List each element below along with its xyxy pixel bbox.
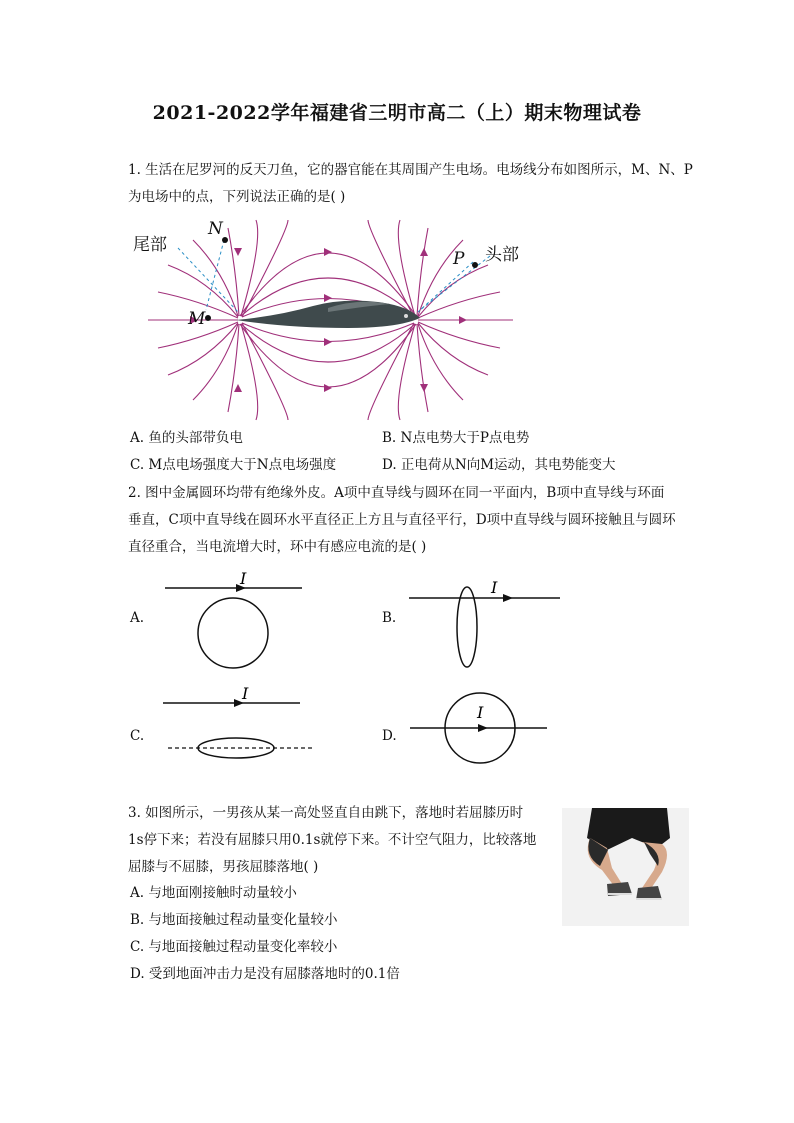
current-label-a: I	[240, 569, 247, 588]
point-p	[472, 262, 478, 268]
q2-label-d: D.	[382, 728, 397, 744]
q2-stem-line-3: 直径重合，当电流增大时，环中有感应电流的是( )	[128, 539, 427, 555]
point-n	[222, 237, 228, 243]
q2-stem-line-1: 2. 图中金属圆环均带有绝缘外皮。A项中直导线与圆环在同一平面内，B项中直导线与环面	[128, 485, 665, 501]
m-label: M	[188, 309, 206, 329]
q3-option-a: A. 与地面刚接触时动量较小	[130, 885, 297, 901]
q1-stem-line-2: 为电场中的点，下列说法正确的是( )	[128, 189, 346, 205]
q2-stem-line-2: 垂直，C项中直导线在圆环水平直径正上方且与直径平行，D项中直导线与圆环接触且与圆环	[128, 512, 676, 528]
boy-landing-photo	[562, 808, 689, 926]
current-label-b: I	[491, 578, 498, 597]
current-label-d: I	[477, 703, 484, 722]
q3-stem-line-2: 1s停下来；若没有屈膝只用0.1s就停下来。不计空气阻力，比较落地	[128, 832, 537, 848]
knifefish-image	[236, 301, 420, 328]
q2-label-b: B.	[382, 610, 397, 626]
current-label-c: I	[242, 684, 249, 703]
label-pointers	[178, 240, 490, 312]
q1-option-c: C. M点电场强度大于N点电场强度	[130, 457, 337, 473]
q1-option-b: B. N点电势大于P点电势	[382, 430, 530, 446]
q1-stem-line-1: 1. 生活在尼罗河的反天刀鱼，它的器官能在其周围产生电场。电场线分布如图所示，M、N、P	[128, 162, 693, 178]
q3-option-d: D. 受到地面冲击力是没有屈膝落地时的0.1倍	[130, 966, 400, 982]
q2-figure-c	[160, 685, 320, 770]
q2-label-c: C.	[130, 728, 145, 744]
q2-figure-a	[160, 570, 310, 675]
q3-stem-line-1: 3. 如图所示，一男孩从某一高处竖直自由跳下，落地时若屈膝历时	[128, 805, 524, 821]
q1-option-a: A. 鱼的头部带负电	[130, 430, 243, 446]
page-title: 2021-2022学年福建省三明市高二（上）期末物理试卷	[152, 102, 642, 124]
q3-option-b: B. 与地面接触过程动量变化量较小	[130, 912, 338, 928]
p-label: P	[453, 249, 465, 269]
q2-figure-d	[405, 688, 555, 773]
q1-option-d: D. 正电荷从N向M运动，其电势能变大	[382, 457, 616, 473]
q2-figure-b	[405, 575, 565, 675]
q2-label-a: A.	[130, 610, 145, 626]
tail-label: 尾部	[133, 235, 167, 255]
n-label: N	[208, 219, 223, 239]
point-m	[205, 315, 211, 321]
electric-field-figure	[128, 220, 528, 420]
head-label: 头部	[485, 245, 519, 265]
q3-stem-line-3: 屈膝与不屈膝，男孩屈膝落地( )	[128, 859, 319, 875]
q3-option-c: C. 与地面接触过程动量变化率较小	[130, 939, 338, 955]
